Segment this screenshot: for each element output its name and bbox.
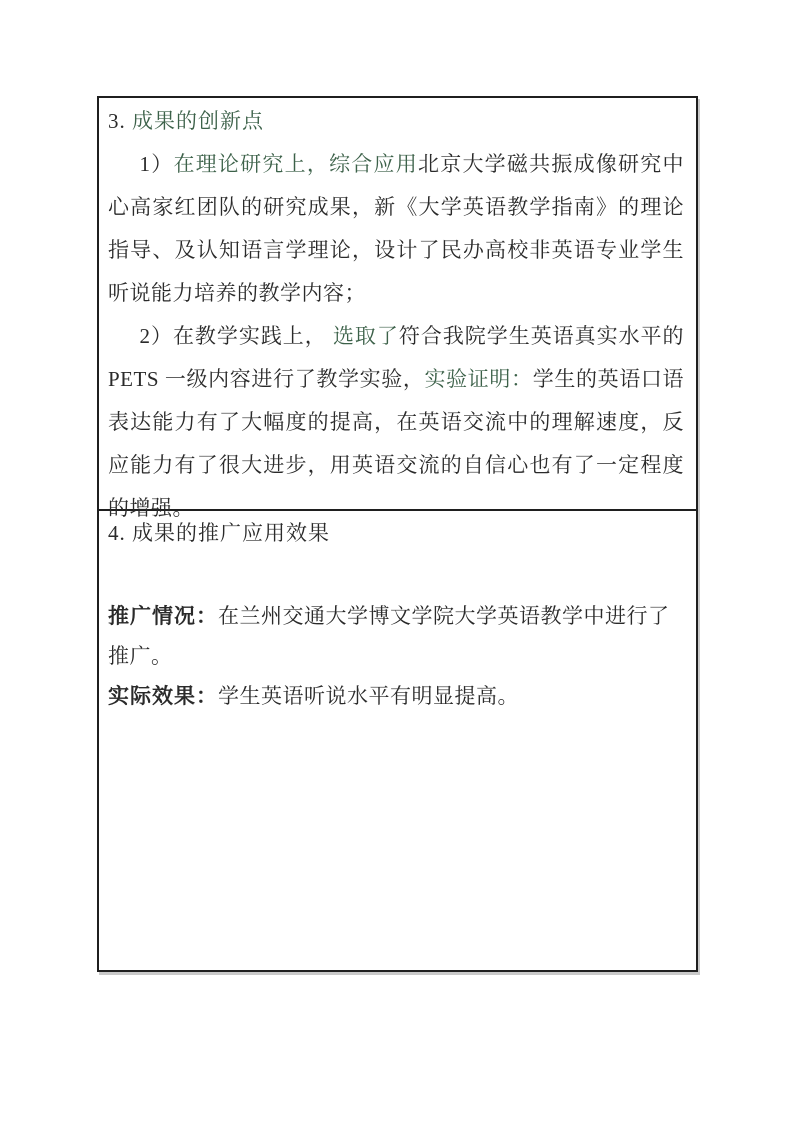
text-run: 实验证明： xyxy=(424,367,533,391)
text-run: 实际效果： xyxy=(108,684,218,708)
form-table xyxy=(97,96,698,972)
text-run: 1） xyxy=(139,152,174,176)
section-innovation-cell xyxy=(99,98,696,520)
section-promotion-title xyxy=(108,512,684,555)
text-run: 成果的创新点 xyxy=(132,109,264,133)
text-run: 符合我院学生英语真实水平的 PETS 一级内容进行了教学实验， xyxy=(108,324,685,391)
text-run: 在理论研究上，综合应用 xyxy=(173,152,418,176)
text-run: 3. xyxy=(108,109,132,133)
text-run: 推广情况： xyxy=(108,604,218,628)
section-promotion-cell xyxy=(99,511,696,970)
text-run: 在兰州交通大学博文学院大学英语教学中进行了推广。 xyxy=(108,604,670,668)
section-innovation-title xyxy=(108,100,684,143)
text-run: 选取了 xyxy=(332,324,399,348)
text-run: 学生英语听说水平有明显提高。 xyxy=(218,684,519,708)
text-run: 4. 成果的推广应用效果 xyxy=(108,521,330,545)
promotion-results xyxy=(108,596,684,716)
innovation-paragraph-1 xyxy=(108,143,684,315)
promotion-status-line xyxy=(108,596,684,676)
actual-effect-line xyxy=(108,676,684,716)
text-run: 学生的英语口语表达能力有了大幅度的提高，在英语交流中的理解速度，反应能力有了很大进步，用英语交流的自信心也有了一定程度的增强。 xyxy=(108,367,685,520)
text-run: 北京大学磁共振成像研究中心高家红团队的研究成果，新《大学英语教学指南》的理论指导、及认知语言学理论，设计了民办高校非英语专业学生听说能力培养的教学内容； xyxy=(108,152,685,305)
innovation-paragraph-2 xyxy=(108,315,684,530)
text-run: 2）在教学实践上， xyxy=(139,324,333,348)
